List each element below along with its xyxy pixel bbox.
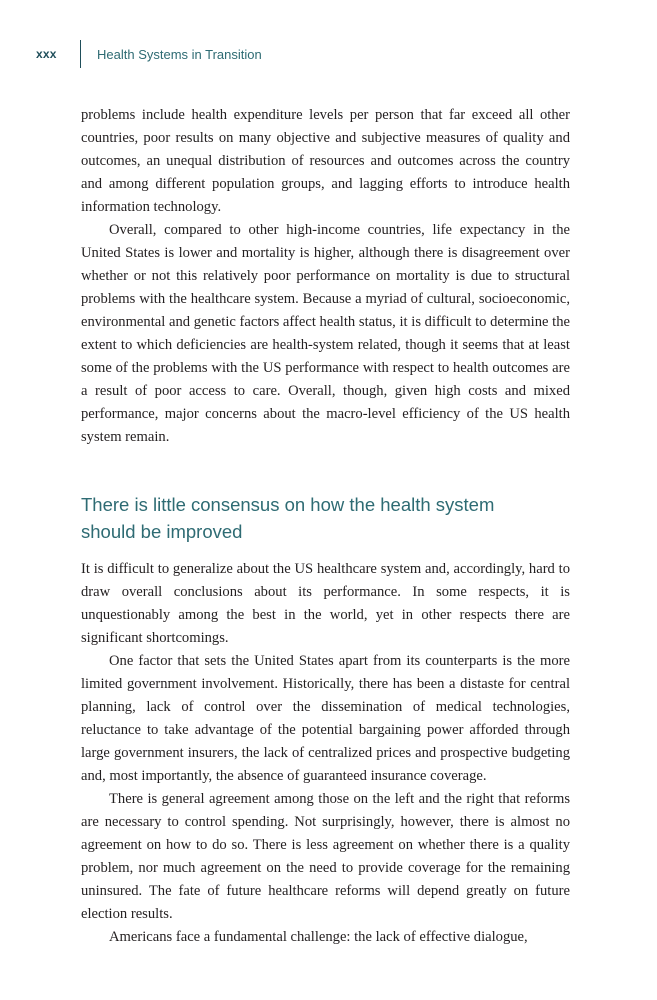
header-divider (80, 40, 81, 68)
section-heading: There is little consensus on how the health system should be improved (81, 494, 495, 542)
body-paragraph: Overall, compared to other high-income countries, life expectancy in the United States is lower and mortality is higher, although there is disagreement over whether or not this relatively poor performance on mortality is due to structural problems with the healthcare system. Because a myriad of cultural, socioeconomic, environmental and genetic factors affect health status, it is difficult to determine the extent to which deficiencies are health-system related, though it seems that at least some of the problems with the US performance with respect to health outcomes are a result of poor access to care. Overall, though, given high costs and mixed performance, major concerns about the macro-level efficiency of the US health system remain. (81, 222, 570, 445)
body-paragraph: It is difficult to generalize about the US healthcare system and, accordingly, hard to draw overall conclusions about its performance. In some respects, it is unquestionably among the best in the world, yet in other respects there are significant shortcomings. (81, 561, 570, 646)
body-paragraph: Americans face a fundamental challenge: the lack of effective dialogue, (109, 929, 528, 945)
running-title: Health Systems in Transition (97, 46, 262, 62)
body-paragraph: problems include health expenditure levels per person that far exceed all other countries, poor results on many objective and subjective measures of quality and outcomes, an unequal distribution of resources and outcomes across the country and among different population groups, and lagging efforts to introduce health information technology. (81, 107, 570, 215)
body-paragraph: There is general agreement among those on the left and the right that reforms are necessary to control spending. Not surprisingly, however, there is almost no agreement on how to do so. There is less agreement on whether there is a quality problem, nor much agreement on the need to provide coverage for the remaining uninsured. The fate of future healthcare reforms will depend greatly on future election results. (81, 791, 570, 922)
body-paragraph: One factor that sets the United States apart from its counterparts is the more limited government involvement. Historically, there has been a distaste for central planning, lack of control over the dissemination of medical technologies, reluctance to take advantage of the potential bargaining power afforded through large government insurers, the lack of centralized prices and prospective budgeting and, most importantly, the absence of guaranteed insurance coverage. (81, 653, 570, 784)
page-body (81, 104, 570, 949)
running-header (36, 42, 262, 66)
page-number: xxx (36, 47, 57, 61)
